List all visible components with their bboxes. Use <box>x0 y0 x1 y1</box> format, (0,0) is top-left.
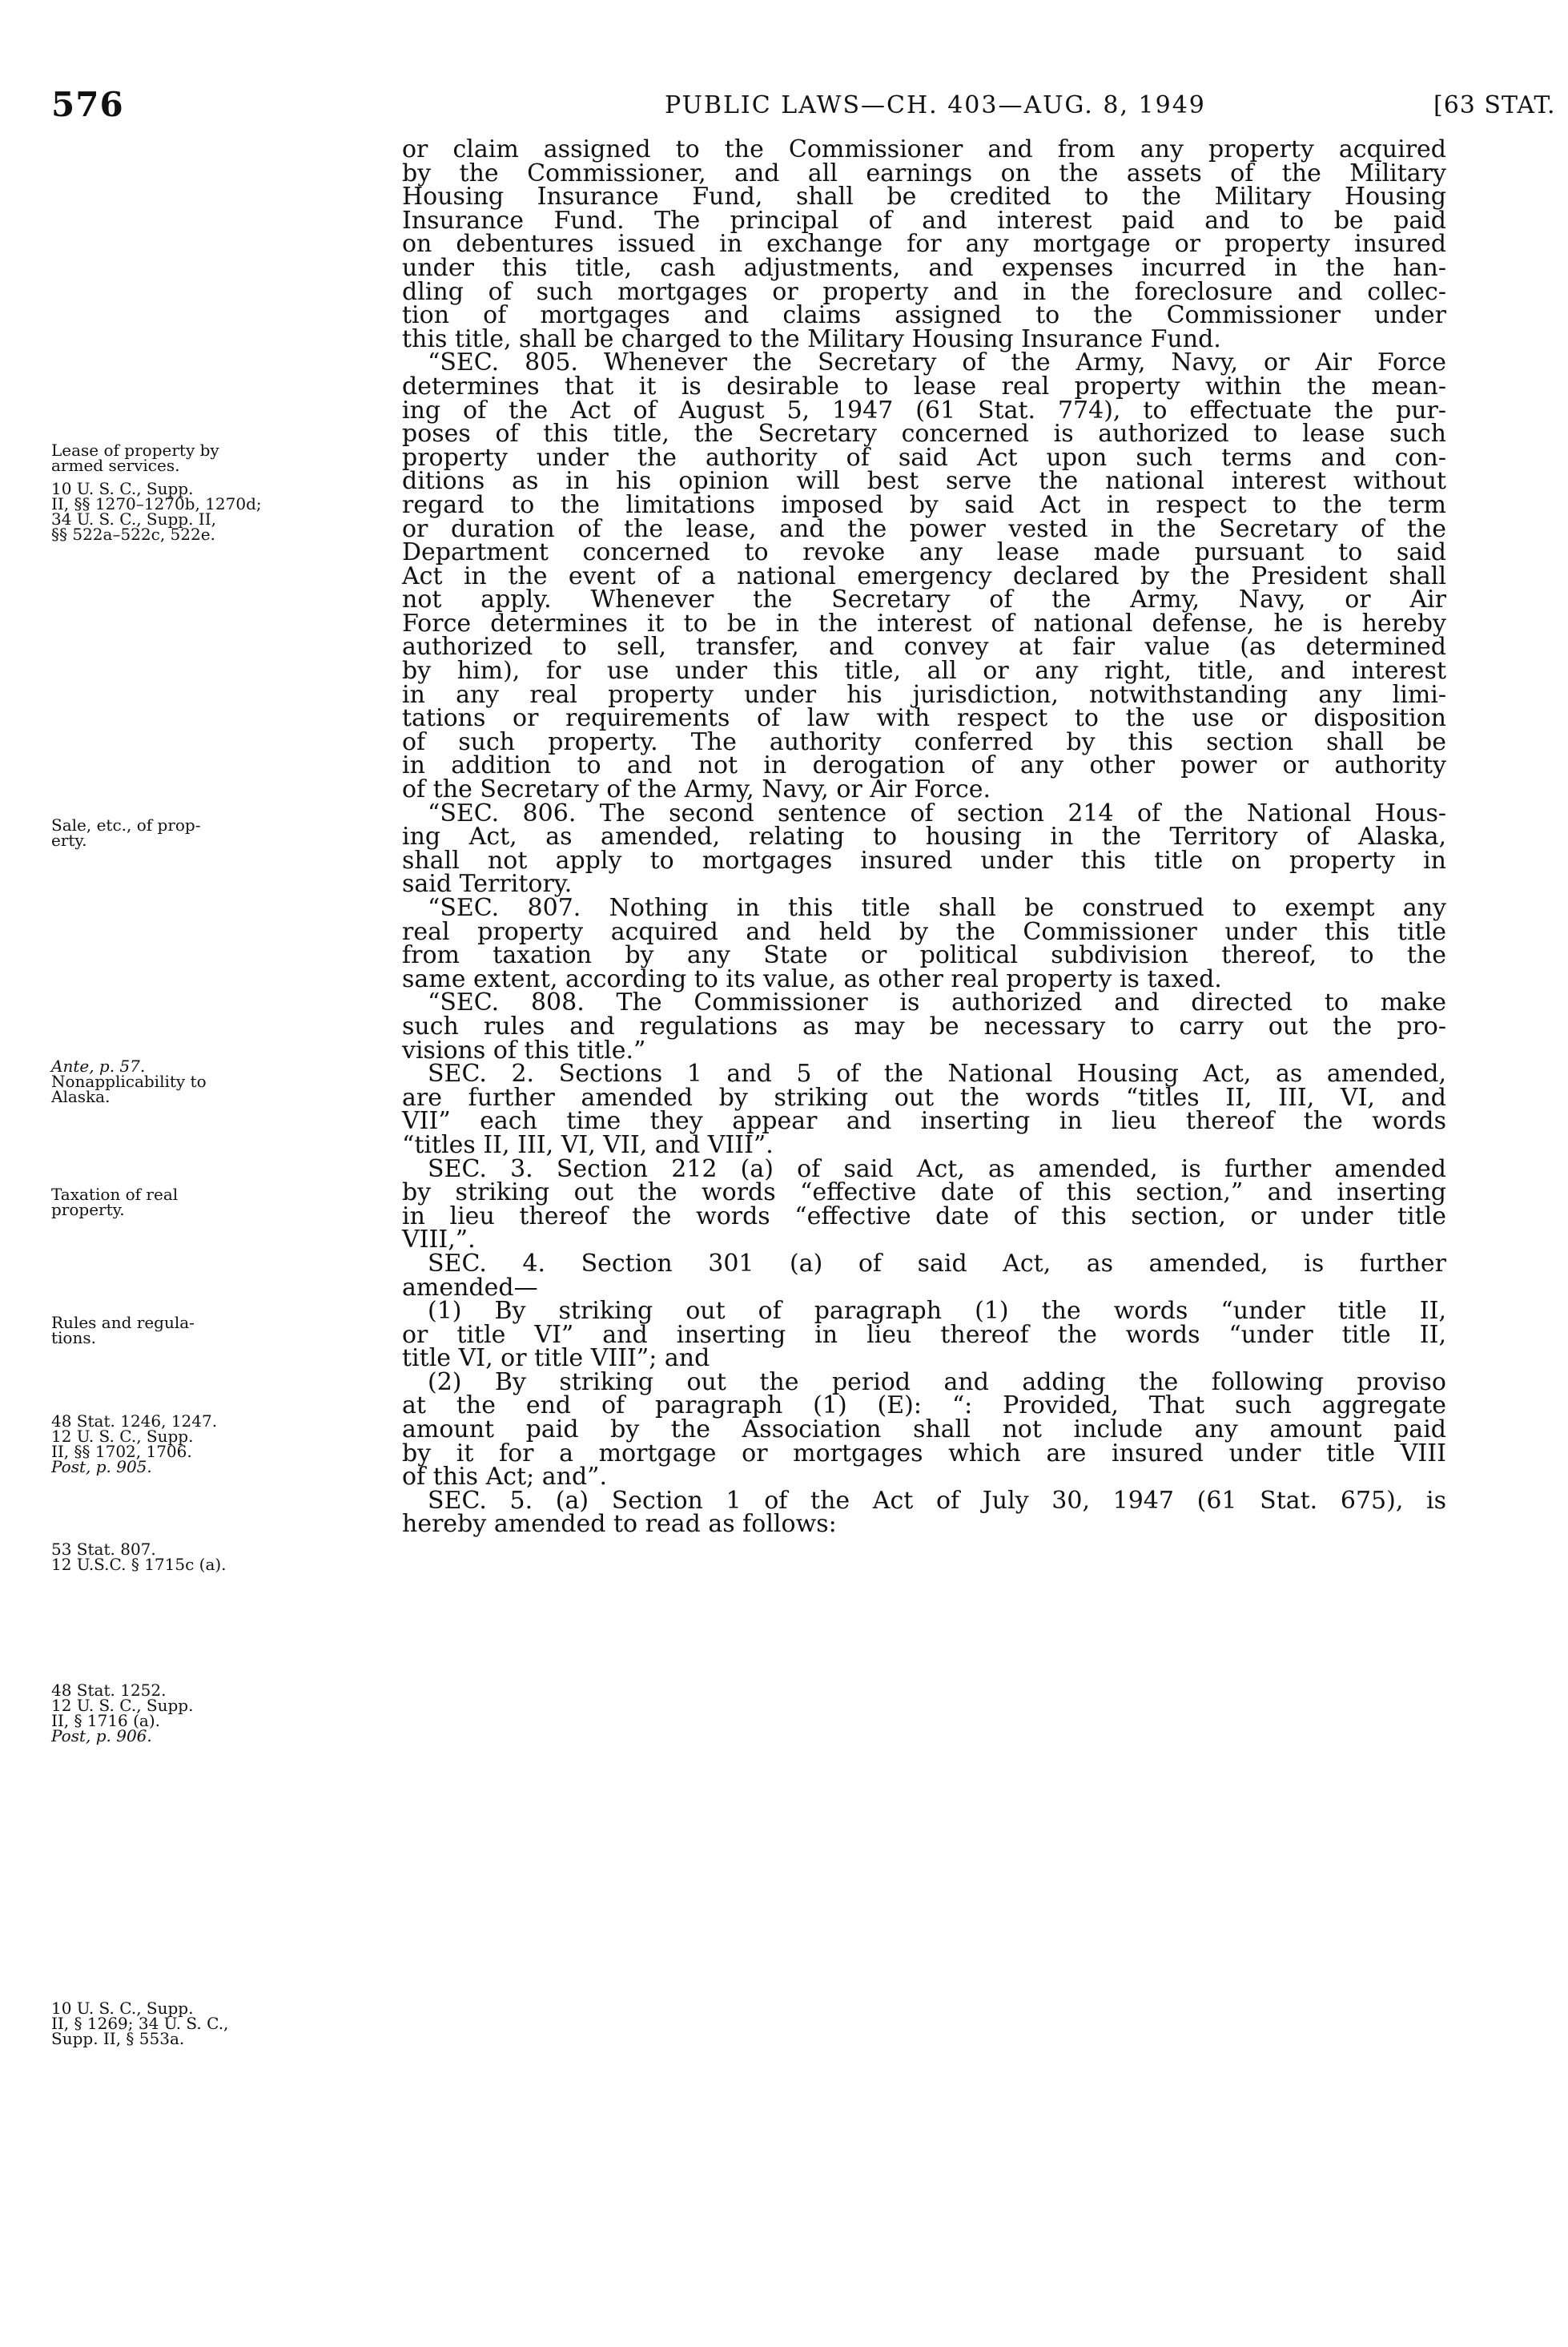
text-line: (1) By striking out of paragraph (1) the words “under title II, <box>428 1297 1446 1326</box>
text-line: by striking out the words “effective date of this section,” and inserting <box>402 1178 1446 1207</box>
text-line: not apply. Whenever the Secretary of the Army, Navy, or Air <box>402 586 1446 614</box>
text-line: of this Act; and”. <box>402 1463 608 1492</box>
margin-note-lease: Lease of property by armed services. <box>51 441 219 475</box>
text-line: amended— <box>402 1273 538 1302</box>
text-line: shall not apply to mortgages insured under this title on property in <box>402 846 1446 875</box>
margin-note-sale: Sale, etc., of prop- erty. <box>51 815 201 850</box>
text-line: said Territory. <box>402 870 573 899</box>
text-line: “titles II, III, VI, VII, and VIII”. <box>402 1130 774 1159</box>
text-line: are further amended by striking out the words “titles II, III, VI, and <box>402 1083 1446 1112</box>
text-line: tion of mortgages and claims assigned to the Commissioner under <box>402 301 1446 330</box>
text-line: “SEC. 806. The second sentence of section 214 of the National Hous- <box>428 799 1446 827</box>
text-line: by the Commissioner, and all earnings on the assets of the Military <box>402 159 1446 187</box>
body-text <box>402 135 1446 1539</box>
margin-note-alaska: Ante, p. 57. Nonapplicability to Alaska. <box>51 1057 207 1106</box>
text-line: determines that it is desirable to lease real property within the mean- <box>402 372 1446 401</box>
statute-reference: [63 STAT. <box>1433 91 1556 119</box>
text-line: SEC. 5. (a) Section 1 of the Act of July 30, 1947 (61 Stat. 675), is <box>428 1486 1446 1515</box>
margin-note-sec5: 10 U. S. C., Supp. II, § 1269; 34 U. S. C., Supp. II, § 553a. <box>51 1999 229 2048</box>
text-line: same extent, according to its value, as other real property is taxed. <box>402 964 1222 993</box>
text-line: ing Act, as amended, relating to housing in the Territory of Alaska, <box>402 823 1446 851</box>
running-head: PUBLIC LAWS—CH. 403—AUG. 8, 1949 <box>665 91 1206 119</box>
text-line: VIII,”. <box>402 1226 476 1254</box>
text-line: SEC. 2. Sections 1 and 5 of the National Housing Act, as amended, <box>428 1060 1446 1089</box>
margin-note-rules: Rules and regula- tions. <box>51 1313 195 1347</box>
text-line: title VI, or title VIII”; and <box>402 1344 710 1373</box>
text-line: (2) By striking out the period and adding the following proviso <box>428 1367 1446 1396</box>
text-line: visions of this title.” <box>402 1036 646 1065</box>
text-line: of such property. The authority conferred by this section shall be <box>402 727 1446 756</box>
text-line: from taxation by any State or political subdivision thereof, to the <box>402 941 1446 970</box>
text-line: or duration of the lease, and the power vested in the Secretary of the <box>402 514 1446 543</box>
text-line: by him), for use under this title, all or any right, title, and interest <box>402 657 1446 686</box>
text-line: tations or requirements of law with respect to the use or disposition <box>402 704 1446 733</box>
text-line: “SEC. 805. Whenever the Secretary of the Army, Navy, or Air Force <box>428 348 1446 377</box>
text-line: or claim assigned to the Commissioner and from any property acquired <box>402 135 1446 163</box>
text-line: hereby amended to read as follows: <box>402 1510 837 1539</box>
text-line: such rules and regulations as may be necessary to carry out the pro- <box>402 1012 1446 1041</box>
margin-note-usc-lease: 10 U. S. C., Supp. II, §§ 1270–1270b, 1270d; 34 U. S. C., Supp. II, §§ 522a–522c, 522e. <box>51 479 262 544</box>
text-line: Force determines it to be in the interest of national defense, he is hereby <box>402 609 1446 638</box>
text-line: regard to the limitations imposed by said Act in respect to the term <box>402 490 1446 519</box>
text-line: in any real property under his jurisdiction, notwithstanding any limi- <box>402 680 1446 709</box>
text-line: this title, shall be charged to the Military Housing Insurance Fund. <box>402 324 1221 353</box>
text-line: Insurance Fund. The principal of and interest paid and to be paid <box>402 206 1446 235</box>
text-line: ditions as in his opinion will best serve the national interest without <box>402 467 1446 496</box>
text-line: at the end of paragraph (1) (E): “: Provided, That such aggregate <box>402 1391 1446 1420</box>
page-header <box>0 85 1568 133</box>
text-line: SEC. 4. Section 301 (a) of said Act, as amended, is further <box>428 1249 1446 1278</box>
text-line: amount paid by the Association shall not include any amount paid <box>402 1415 1446 1444</box>
text-line: VII” each time they appear and inserting in lieu thereof the words <box>402 1107 1446 1136</box>
text-line: authorized to sell, transfer, and convey at fair value (as determined <box>402 633 1446 662</box>
text-line: ing of the Act of August 5, 1947 (61 Stat. 774), to effectuate the pur- <box>402 396 1446 425</box>
text-line: Department concerned to revoke any lease made pursuant to said <box>402 538 1446 567</box>
text-line: real property acquired and held by the Commissioner under this title <box>402 917 1446 946</box>
text-line: Act in the event of a national emergency declared by the President shall <box>402 562 1446 590</box>
text-line: of the Secretary of the Army, Navy, or Air Force. <box>402 775 991 804</box>
text-line: by it for a mortgage or mortgages which are insured under title VIII <box>402 1439 1446 1467</box>
page-number: 576 <box>51 85 124 124</box>
margin-note-sec2: 48 Stat. 1246, 1247. 12 U. S. C., Supp. II, §§ 1702, 1706. Post, p. 905. <box>51 1411 218 1476</box>
text-line: Housing Insurance Fund, shall be credited to the Military Housing <box>402 183 1446 211</box>
text-line: “SEC. 808. The Commissioner is authorized and directed to make <box>428 988 1446 1017</box>
text-line: on debentures issued in exchange for any mortgage or property insured <box>402 230 1446 259</box>
text-line: poses of this title, the Secretary concerned is authorized to lease such <box>402 420 1446 449</box>
margin-note-taxation: Taxation of real property. <box>51 1185 179 1219</box>
text-line: “SEC. 807. Nothing in this title shall be construed to exempt any <box>428 894 1446 922</box>
text-line: under this title, cash adjustments, and expenses incurred in the han- <box>402 253 1446 282</box>
text-line: in addition to and not in derogation of any other power or authority <box>402 751 1446 780</box>
text-line: dling of such mortgages or property and in the foreclosure and collec- <box>402 277 1446 306</box>
text-line: or title VI” and inserting in lieu thereof the words “under title II, <box>402 1320 1446 1349</box>
text-line: SEC. 3. Section 212 (a) of said Act, as amended, is further amended <box>428 1154 1446 1183</box>
margin-note-sec3: 53 Stat. 807. 12 U.S.C. § 1715c (a). <box>51 1540 227 1574</box>
margin-note-sec4: 48 Stat. 1252. 12 U. S. C., Supp. II, § 1716 (a). Post, p. 906. <box>51 1681 194 1745</box>
text-line: in lieu thereof the words “effective date of this section, or under title <box>402 1202 1446 1230</box>
text-line: property under the authority of said Act upon such terms and con- <box>402 443 1446 472</box>
